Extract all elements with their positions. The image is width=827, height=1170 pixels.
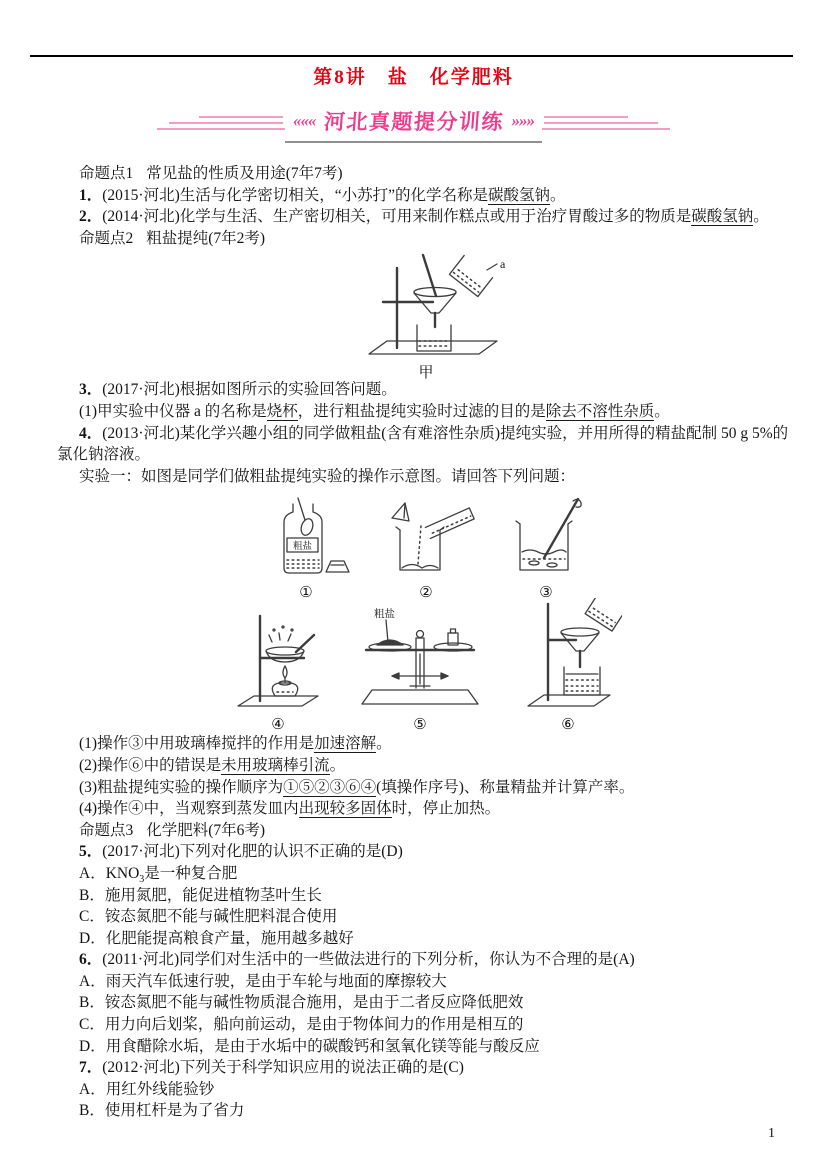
banner-left-arrows-icon: ««« [293, 111, 316, 130]
page-title: 第8讲 盐 化学肥料 [313, 67, 514, 88]
glass-rod [544, 499, 578, 558]
sub-question-1 [57, 733, 795, 755]
stirring-diagram [500, 496, 592, 578]
banner-left-lines [157, 115, 285, 135]
step-6-caption: ⑥ [561, 717, 575, 734]
topic-2-heading [57, 228, 795, 250]
topic-1-heading [57, 163, 795, 185]
glass-rod [296, 635, 314, 652]
sub2-answer: 未用玻璃棒引流 [221, 756, 330, 774]
right-arrow [441, 673, 448, 679]
stand-base [369, 341, 497, 354]
question-5-option-c: C．铵态氮肥不能与碱性肥料混合使用 [79, 908, 338, 926]
sub3-answer: ①⑤②③⑥④ [283, 778, 377, 796]
question-5 [57, 841, 795, 863]
header-rule [30, 55, 793, 57]
spoon-bowl [299, 518, 315, 538]
banner-right-lines [542, 115, 670, 135]
sub-question-2 [57, 755, 795, 777]
q3-sub1-period: 。 [654, 402, 670, 420]
q5a-text: A．KNO [79, 864, 140, 882]
question-6-option-d: D．用食醋除水垢，是由于水垢中的碳酸钙和氢氧化镁等能与酸反应 [79, 1037, 540, 1055]
banner-title: 河北真题提分训练 [322, 111, 505, 134]
step-3-caption: ③ [539, 585, 553, 602]
stand-base [528, 695, 610, 706]
question-2-text: (2014·河北)化学与生活、生产密切相关，可用来制作糕点或用于治疗胃酸过多的物质是 [102, 208, 692, 226]
figure-jia-caption: 甲 [418, 365, 434, 382]
banner-right-arrows-icon: »»» [511, 111, 534, 130]
question-7-option-a: A．用红外线能验钞 [79, 1080, 215, 1098]
question-5-option-a [57, 863, 795, 885]
step-3-cell [500, 496, 592, 601]
question-6-option-b: B．铵态氮肥不能与碱性物质混合施用，是由于二者反应降低肥效 [79, 994, 524, 1012]
falling-salt-stream [418, 526, 421, 564]
question-6-option-c: C．用力向后划桨，船向前运动，是由于物体间力的作用是相互的 [79, 1016, 524, 1034]
balance-base [362, 690, 478, 704]
q3-sub1-mid: ，进行粗盐提纯实验时过滤的目的是 [297, 402, 546, 420]
label-a-leader [487, 264, 497, 270]
question-1-period: 。 [550, 186, 566, 204]
question-3-sub-1 [57, 401, 795, 423]
sub2-period: 。 [329, 756, 346, 774]
topic-3-title: 化学肥料(7年6考) [146, 821, 266, 839]
adjust-knob [417, 631, 424, 638]
paper-trough [425, 508, 474, 538]
stand-base [238, 696, 318, 706]
pouring-beaker [585, 598, 622, 631]
filtration-apparatus-diagram [339, 252, 514, 358]
question-1-answer: 碳酸氢钠 [488, 186, 551, 204]
question-6 [57, 949, 795, 971]
figure-jia-cell [57, 252, 795, 381]
balance-diagram [350, 606, 490, 710]
step-4-caption: ④ [271, 717, 285, 734]
receiving-beaker [417, 325, 451, 351]
figure-jia-filtration [57, 249, 795, 382]
question-1-number: 1． [79, 186, 103, 204]
question-3-number: 3． [79, 381, 103, 399]
sub2-text: (2)操作⑥中的错误是 [79, 756, 222, 774]
question-5-option-d: D．化肥能提高粮食产量，施用越多越好 [79, 929, 354, 947]
step-2-caption: ② [419, 585, 433, 602]
question-5-text: (2017·河北)下列对化肥的认识不正确的是(D) [102, 843, 403, 861]
question-1-text: (2015·河北)生活与化学密切相关，“小苏打”的化学名称是 [102, 186, 489, 204]
question-1 [57, 185, 795, 207]
banner-center [285, 106, 542, 143]
sub1-period: 。 [376, 735, 392, 753]
question-2-answer: 碳酸氢钠 [691, 208, 754, 226]
spoon-handle [298, 498, 305, 520]
pouring-beaker [449, 256, 492, 297]
question-3-text: (2017·河北)根据如图所示的实验回答问题。 [102, 381, 397, 399]
funnel-rim [561, 628, 599, 636]
question-3 [57, 379, 795, 401]
evaporating-dish [266, 651, 304, 662]
kno3-subscript: 3 [139, 874, 145, 885]
question-7-number: 7． [79, 1059, 103, 1077]
question-6-option-a: A．雨天汽车低速行驶，是由于车轮与地面的摩擦较大 [79, 972, 447, 990]
beaker-a-label: a [499, 257, 505, 272]
question-5-option-b: B．施用氮肥，能促进植物茎叶生长 [79, 886, 322, 904]
step-4-cell [230, 606, 326, 733]
banner [0, 106, 827, 143]
step-1-caption: ① [299, 585, 313, 602]
content [57, 163, 795, 1122]
step-5-cell [350, 606, 490, 733]
question-2-period: 。 [753, 208, 769, 226]
question-6-text: (2011·河北)同学们对生活中的一些做法进行的下列分析，你认为不合理的是(A) [102, 951, 635, 969]
question-7 [57, 1057, 795, 1079]
question-7-option-b: B．使用杠杆是为了省力 [79, 1102, 245, 1120]
question-4 [57, 423, 795, 466]
topic-1-title: 常见盐的性质及用途(7年7考) [146, 165, 343, 182]
question-4-text: (2013·河北)某化学兴趣小组的同学做粗盐(含有难溶性杂质)提纯实验，并用所得的精盐配制 50 g 5%的氯化钠溶液。 [57, 424, 789, 464]
label-leader [386, 620, 388, 642]
question-7-text: (2012·河北)下列关于科学知识应用的说法正确的是(C) [102, 1059, 464, 1077]
sub3-text: (3)粗盐提纯实验的操作顺序为 [79, 778, 284, 796]
step-2-cell [376, 496, 476, 601]
q3-sub1-answer-1: 烧杯 [266, 402, 298, 420]
evaporation-diagram [230, 606, 326, 710]
liquid-surface [522, 550, 566, 554]
question-4-number: 4． [79, 424, 103, 442]
topic-2-title: 粗盐提纯(7年2考) [146, 229, 266, 247]
topic-2-label: 命题点2 [79, 229, 134, 247]
q3-sub1-answer-2: 除去不溶性杂质 [545, 402, 655, 420]
page-number: 1 [768, 1126, 775, 1141]
question-2-number: 2． [79, 208, 103, 226]
topic-1-label: 命题点1 [79, 165, 134, 182]
sub1-answer: 加速溶解 [314, 735, 377, 753]
step-5-caption: ⑤ [413, 717, 427, 734]
sub3-tail: (填操作序号)、称量精盐并计算产率。 [376, 778, 635, 796]
question-5-number: 5． [79, 843, 103, 861]
sub-question-3 [57, 777, 795, 799]
q5a-tail: 是一种复合肥 [144, 864, 238, 882]
topic-3-heading [57, 820, 795, 842]
step-1-cell [260, 496, 352, 601]
sub4-answer: 出现较多固体 [298, 800, 392, 818]
question-2 [57, 206, 795, 228]
beam-support [416, 638, 424, 650]
bottle-stopper [326, 561, 349, 572]
figure-row-steps-4-6 [57, 608, 795, 733]
sub4-text: (4)操作④中，当观察到蒸发皿内 [79, 800, 299, 818]
folded-paper [392, 503, 409, 521]
step-6-cell [514, 598, 622, 733]
salt-mound [377, 640, 403, 645]
salt-pile [402, 565, 438, 569]
left-arrow [392, 673, 399, 679]
experiment-1-intro: 实验一：如图是同学们做粗盐提纯实验的操作示意图。请回答下列问题： [79, 467, 576, 485]
q3-sub1-text: (1)甲实验中仪器 a 的名称是 [79, 402, 267, 420]
sub1-text: (1)操作③中用玻璃棒搅拌的作用是 [79, 735, 315, 753]
pour-salt-diagram [376, 496, 476, 578]
filtration-step-diagram [514, 598, 622, 710]
figure-row-steps-1-3 [57, 499, 795, 601]
sub4-tail: 时，停止加热。 [391, 800, 501, 818]
balance-salt-label: 粗盐 [374, 609, 395, 621]
bottle-label: 粗盐 [292, 542, 313, 553]
glass-rod [423, 255, 436, 296]
topic-3-label: 命题点3 [79, 821, 134, 839]
question-6-number: 6． [79, 951, 103, 969]
sub-question-4 [57, 798, 795, 820]
flame [283, 666, 287, 678]
salt-bottle-diagram [260, 496, 352, 578]
